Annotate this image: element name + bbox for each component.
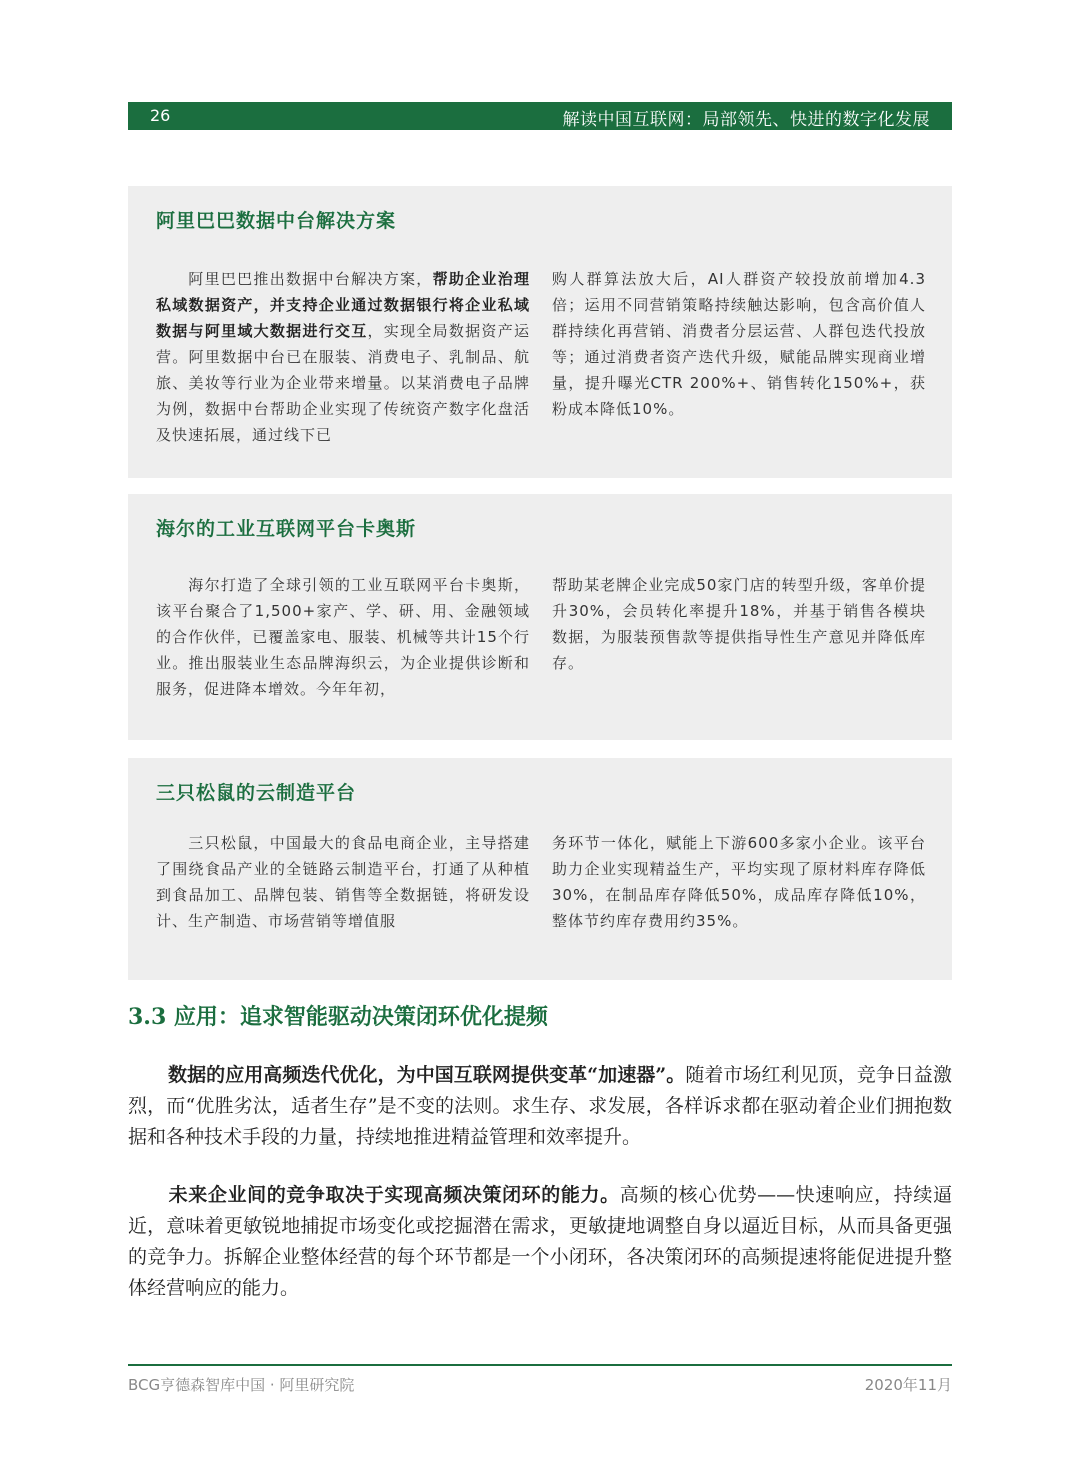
case-text: ，实现全局数据资产运营。阿里数据中台已在服装、消费电子、乳制品、航旅、美妆等行业为企业带来增量。以某消费电子品牌为例，数据中台帮助企业实现了传统资产数字化盘活及快速拓展，通过线下已 (156, 322, 530, 444)
paragraph-text: 高频的核心优势——快速响应，持续逼近，意味着更敏锐地捕捉市场变化或挖掘潜在需求，更敏捷地调整自身以逼近目标，从而具备更强的竞争力。拆解企业整体经营的每个环节都是一个小闭环，各决策闭环的高频提速将能促进提升整体经营响应的能力。 (128, 1184, 952, 1299)
footer-publisher: BCG亨德森智库中国 · 阿里研究院 (128, 1376, 355, 1394)
case-box-alibaba (128, 186, 952, 478)
header-bar (128, 102, 952, 130)
case-title: 三只松鼠的云制造平台 (156, 782, 357, 804)
case-right-column: 购人群算法放大后，AI人群资产较投放前增加4.3倍；运用不同营销策略持续触达影响，包含高价值人群持续化再营销、消费者分层运营、人群包迭代投放等；通过消费者资产迭代升级，赋能品牌实现商业增量，提升曝光CTR 200%+、销售转化150%+，获粉成本降低10%。 (552, 270, 926, 418)
case-box-haier (128, 494, 952, 740)
body-paragraph-2 (128, 1180, 952, 1304)
case-box-three-squirrels (128, 758, 952, 980)
case-title: 阿里巴巴数据中台解决方案 (156, 210, 397, 232)
footer-divider (128, 1364, 952, 1366)
case-right-column: 帮助某老牌企业完成50家门店的转型升级，客单价提升30%，会员转化率提升18%，并基于销售各模块数据，为服装预售款等提供指导性生产意见并降低库存。 (552, 576, 926, 672)
section-heading: 3.3 应用：追求智能驱动决策闭环优化提频 (128, 1004, 548, 1030)
case-title: 海尔的工业互联网平台卡奥斯 (156, 518, 417, 540)
case-left-column (156, 266, 530, 448)
report-title: 解读中国互联网：局部领先、快进的数字化发展 (562, 110, 930, 130)
case-text: 三只松鼠，中国最大的食品电商企业，主导搭建了围绕食品产业的全链路云制造平台，打通了从种植到食品加工、品牌包装、销售等全数据链，将研发设计、生产制造、市场营销等增值服 (156, 834, 530, 930)
footer-date: 2020年11月 (864, 1376, 952, 1394)
body-paragraph-1 (128, 1060, 952, 1153)
case-left-column (156, 572, 530, 702)
paragraph-text: 随着市场红利见顶，竞争日益激烈，而“优胜劣汰，适者生存”是不变的法则。求生存、求发展，各样诉求都在驱动着企业们拥抱数据和各种技术手段的力量，持续地推进精益管理和效率提升。 (128, 1064, 952, 1148)
paragraph-lead: 未来企业间的竞争取决于实现高频决策闭环的能力。 (168, 1184, 620, 1206)
case-text: 海尔打造了全球引领的工业互联网平台卡奥斯，该平台聚合了1,500+家产、学、研、用、金融领域的合作伙伴，已覆盖家电、服装、机械等共计15个行业。推出服装业生态品牌海织云，为企业提供诊断和服务，促进降本增效。今年年初， (156, 576, 530, 698)
case-left-column (156, 830, 530, 934)
page-number: 26 (150, 106, 171, 125)
case-text-bold: 帮助企业治理私域数据资产，并支持企业通过数据银行将企业私域数据与阿里域大数据进行交互 (156, 270, 530, 340)
case-right-column: 务环节一体化，赋能上下游600多家小企业。该平台助力企业实现精益生产，平均实现了原材料库存降低30%，在制品库存降低50%，成品库存降低10%，整体节约库存费用约35%。 (552, 834, 926, 930)
case-text: 阿里巴巴推出数据中台解决方案， (188, 270, 433, 288)
paragraph-lead: 数据的应用高频迭代优化，为中国互联网提供变革“加速器”。 (168, 1064, 686, 1086)
